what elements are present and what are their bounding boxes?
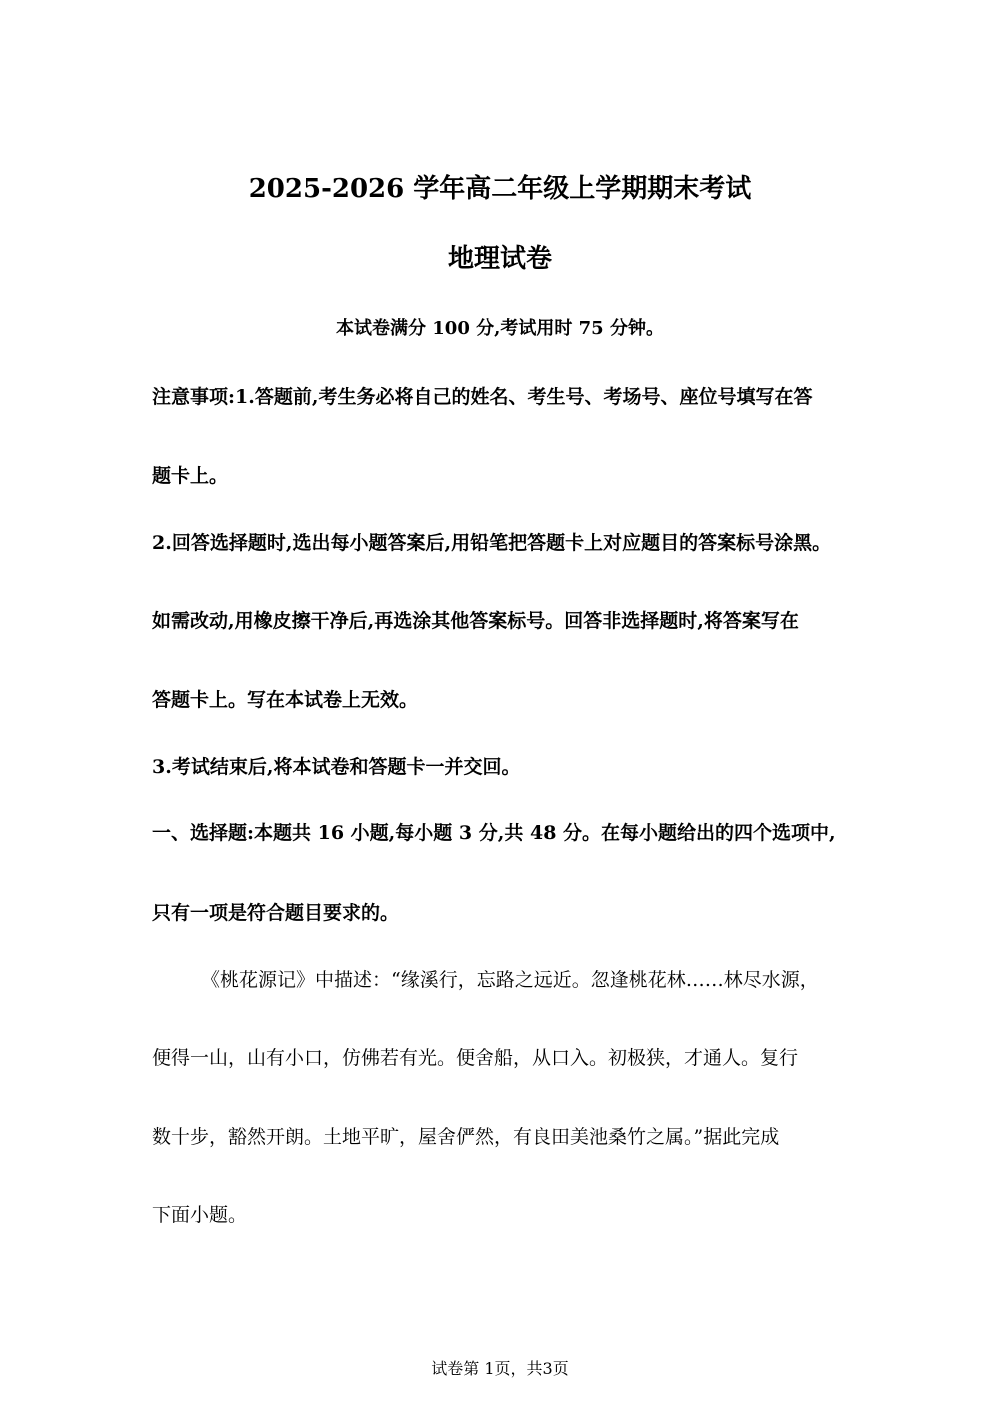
notes-line-5: 答题卡上。写在本试卷上无效。: [152, 689, 419, 711]
passage-line-1: 《桃花源记》中描述：“缘溪行，忘路之远近。忽逢桃花林……林尽水源，: [201, 969, 819, 991]
notes-line-6: 3.考试结束后,将本试卷和答题卡一并交回。: [152, 756, 521, 778]
section-heading-line-2: 只有一项是符合题目要求的。: [152, 902, 400, 924]
notes-line-4: 如需改动,用橡皮擦干净后,再选涂其他答案标号。回答非选择题时,将答案写在: [152, 610, 799, 632]
section-heading-line-1: 一、选择题:本题共 16 小题,每小题 3 分,共 48 分。在每小题给出的四个选项中,: [152, 822, 836, 844]
score-info: 本试卷满分 100 分,考试用时 75 分钟。: [336, 318, 664, 339]
notes-line-2: 题卡上。: [152, 465, 229, 487]
passage-line-4: 下面小题。: [152, 1204, 248, 1226]
subject-title: 地理试卷: [447, 244, 552, 274]
notes-line-1: 注意事项:1.答题前,考生务必将自己的姓名、考生号、考场号、座位号填写在答: [152, 386, 813, 408]
page-footer: 试卷第 1页，共3页: [431, 1359, 569, 1378]
exam-title: 2025-2026 学年高二年级上学期期末考试: [248, 174, 752, 204]
passage-line-3: 数十步，豁然开朗。土地平旷，屋舍俨然，有良田美池桑竹之属。”据此完成: [152, 1126, 780, 1148]
notes-line-3: 2.回答选择题时,选出每小题答案后,用铅笔把答题卡上对应题目的答案标号涂黑。: [152, 532, 832, 554]
passage-line-2: 便得一山，山有小口，仿佛若有光。便舍船，从口入。初极狭，才通人。复行: [152, 1047, 799, 1069]
